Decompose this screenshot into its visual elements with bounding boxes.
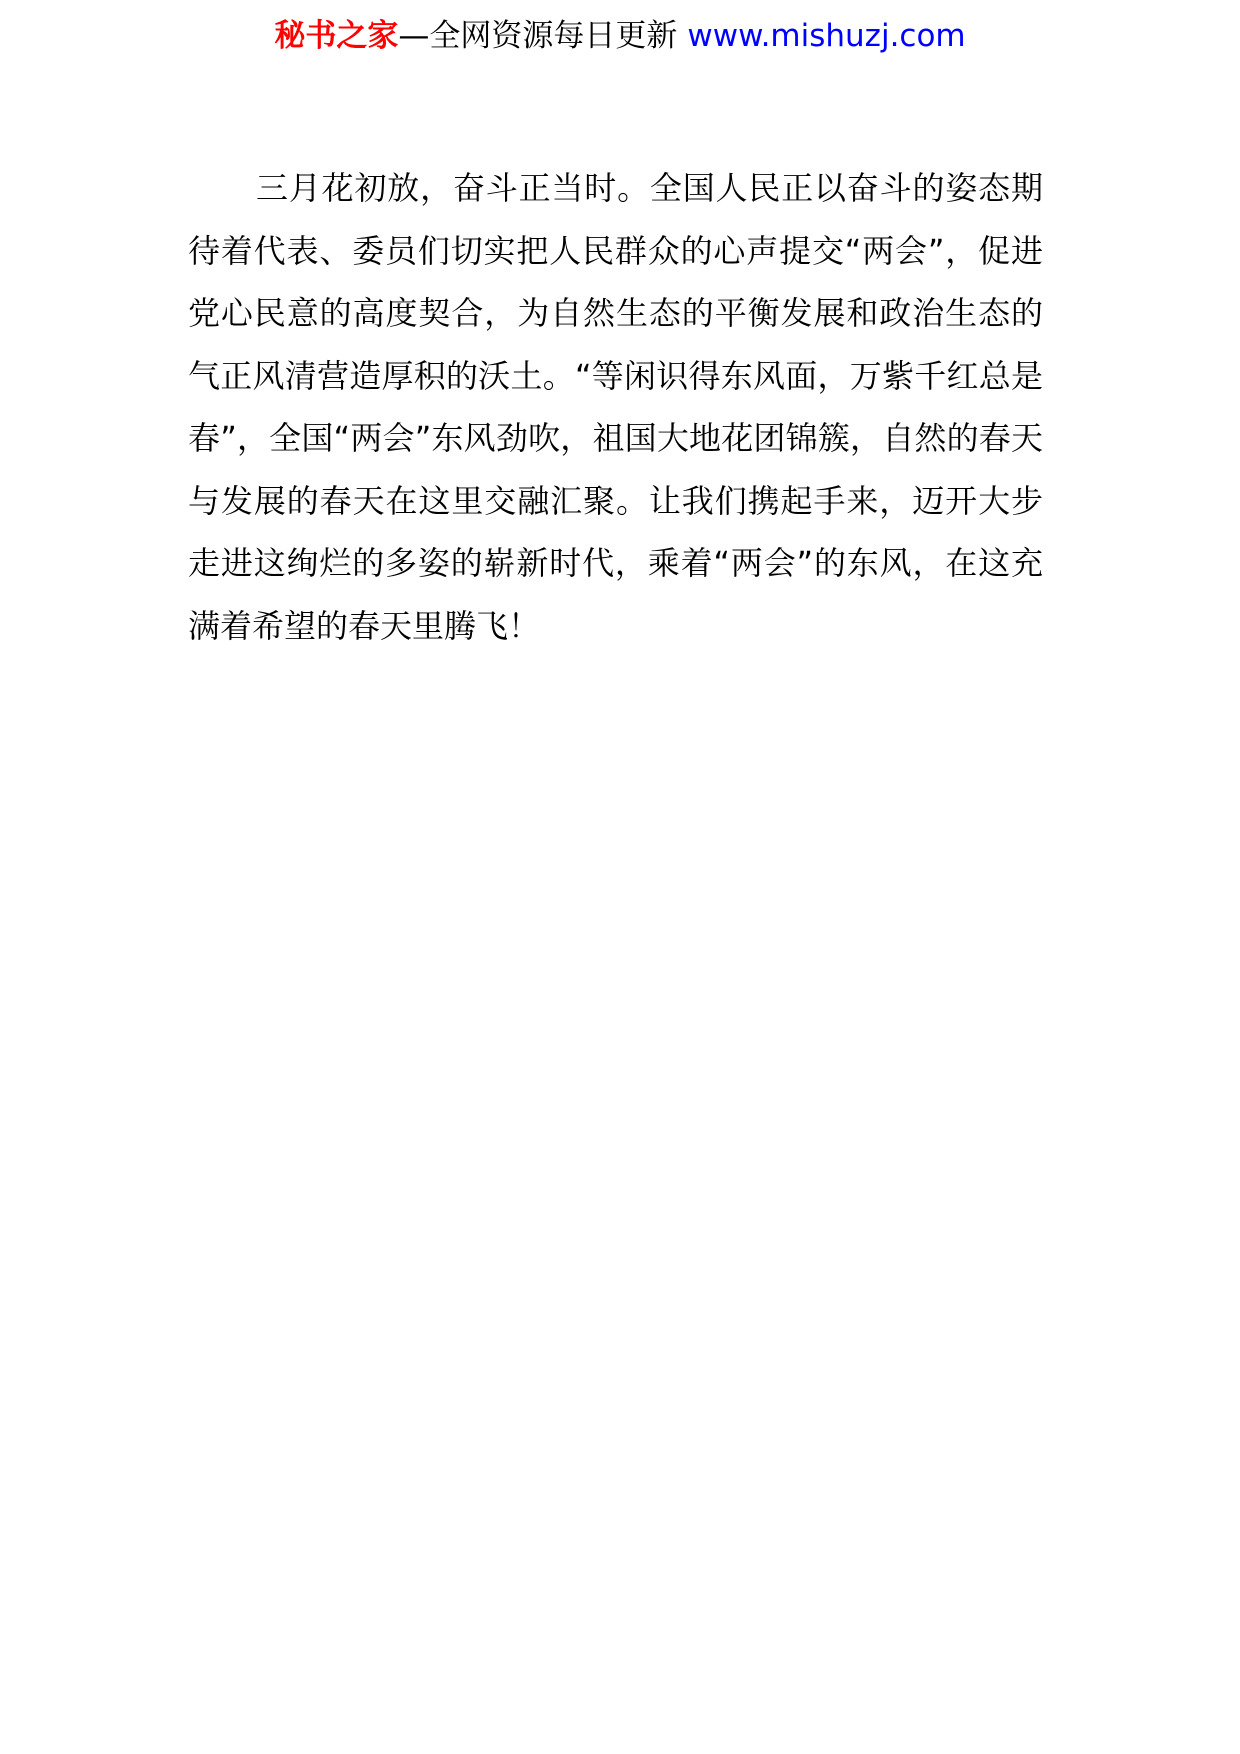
article-paragraph: 三月花初放，奋斗正当时。全国人民正以奋斗的姿态期待着代表、委员们切实把人民群众的心声提交“两会”，促进党心民意的高度契合，为自然生态的平衡发展和政治生态的气正风清营造厚积的沃土。“等闲识得东风面，万紫千红总是春”，全国“两会”东风劲吹，祖国大地花团锦簇，自然的春天与发展的春天在这里交融汇聚。让我们携起手来，迈开大步走进这绚烂的多姿的崭新时代，乘着“两会”的东风，在这充满着希望的春天里腾飞！ xyxy=(188,169,1043,645)
site-name: 秘书之家 xyxy=(274,18,399,54)
site-tagline: —全网资源每日更新 xyxy=(398,18,678,54)
page-header xyxy=(0,14,1240,58)
site-url-link[interactable]: www.mishuzj.com xyxy=(687,18,966,54)
